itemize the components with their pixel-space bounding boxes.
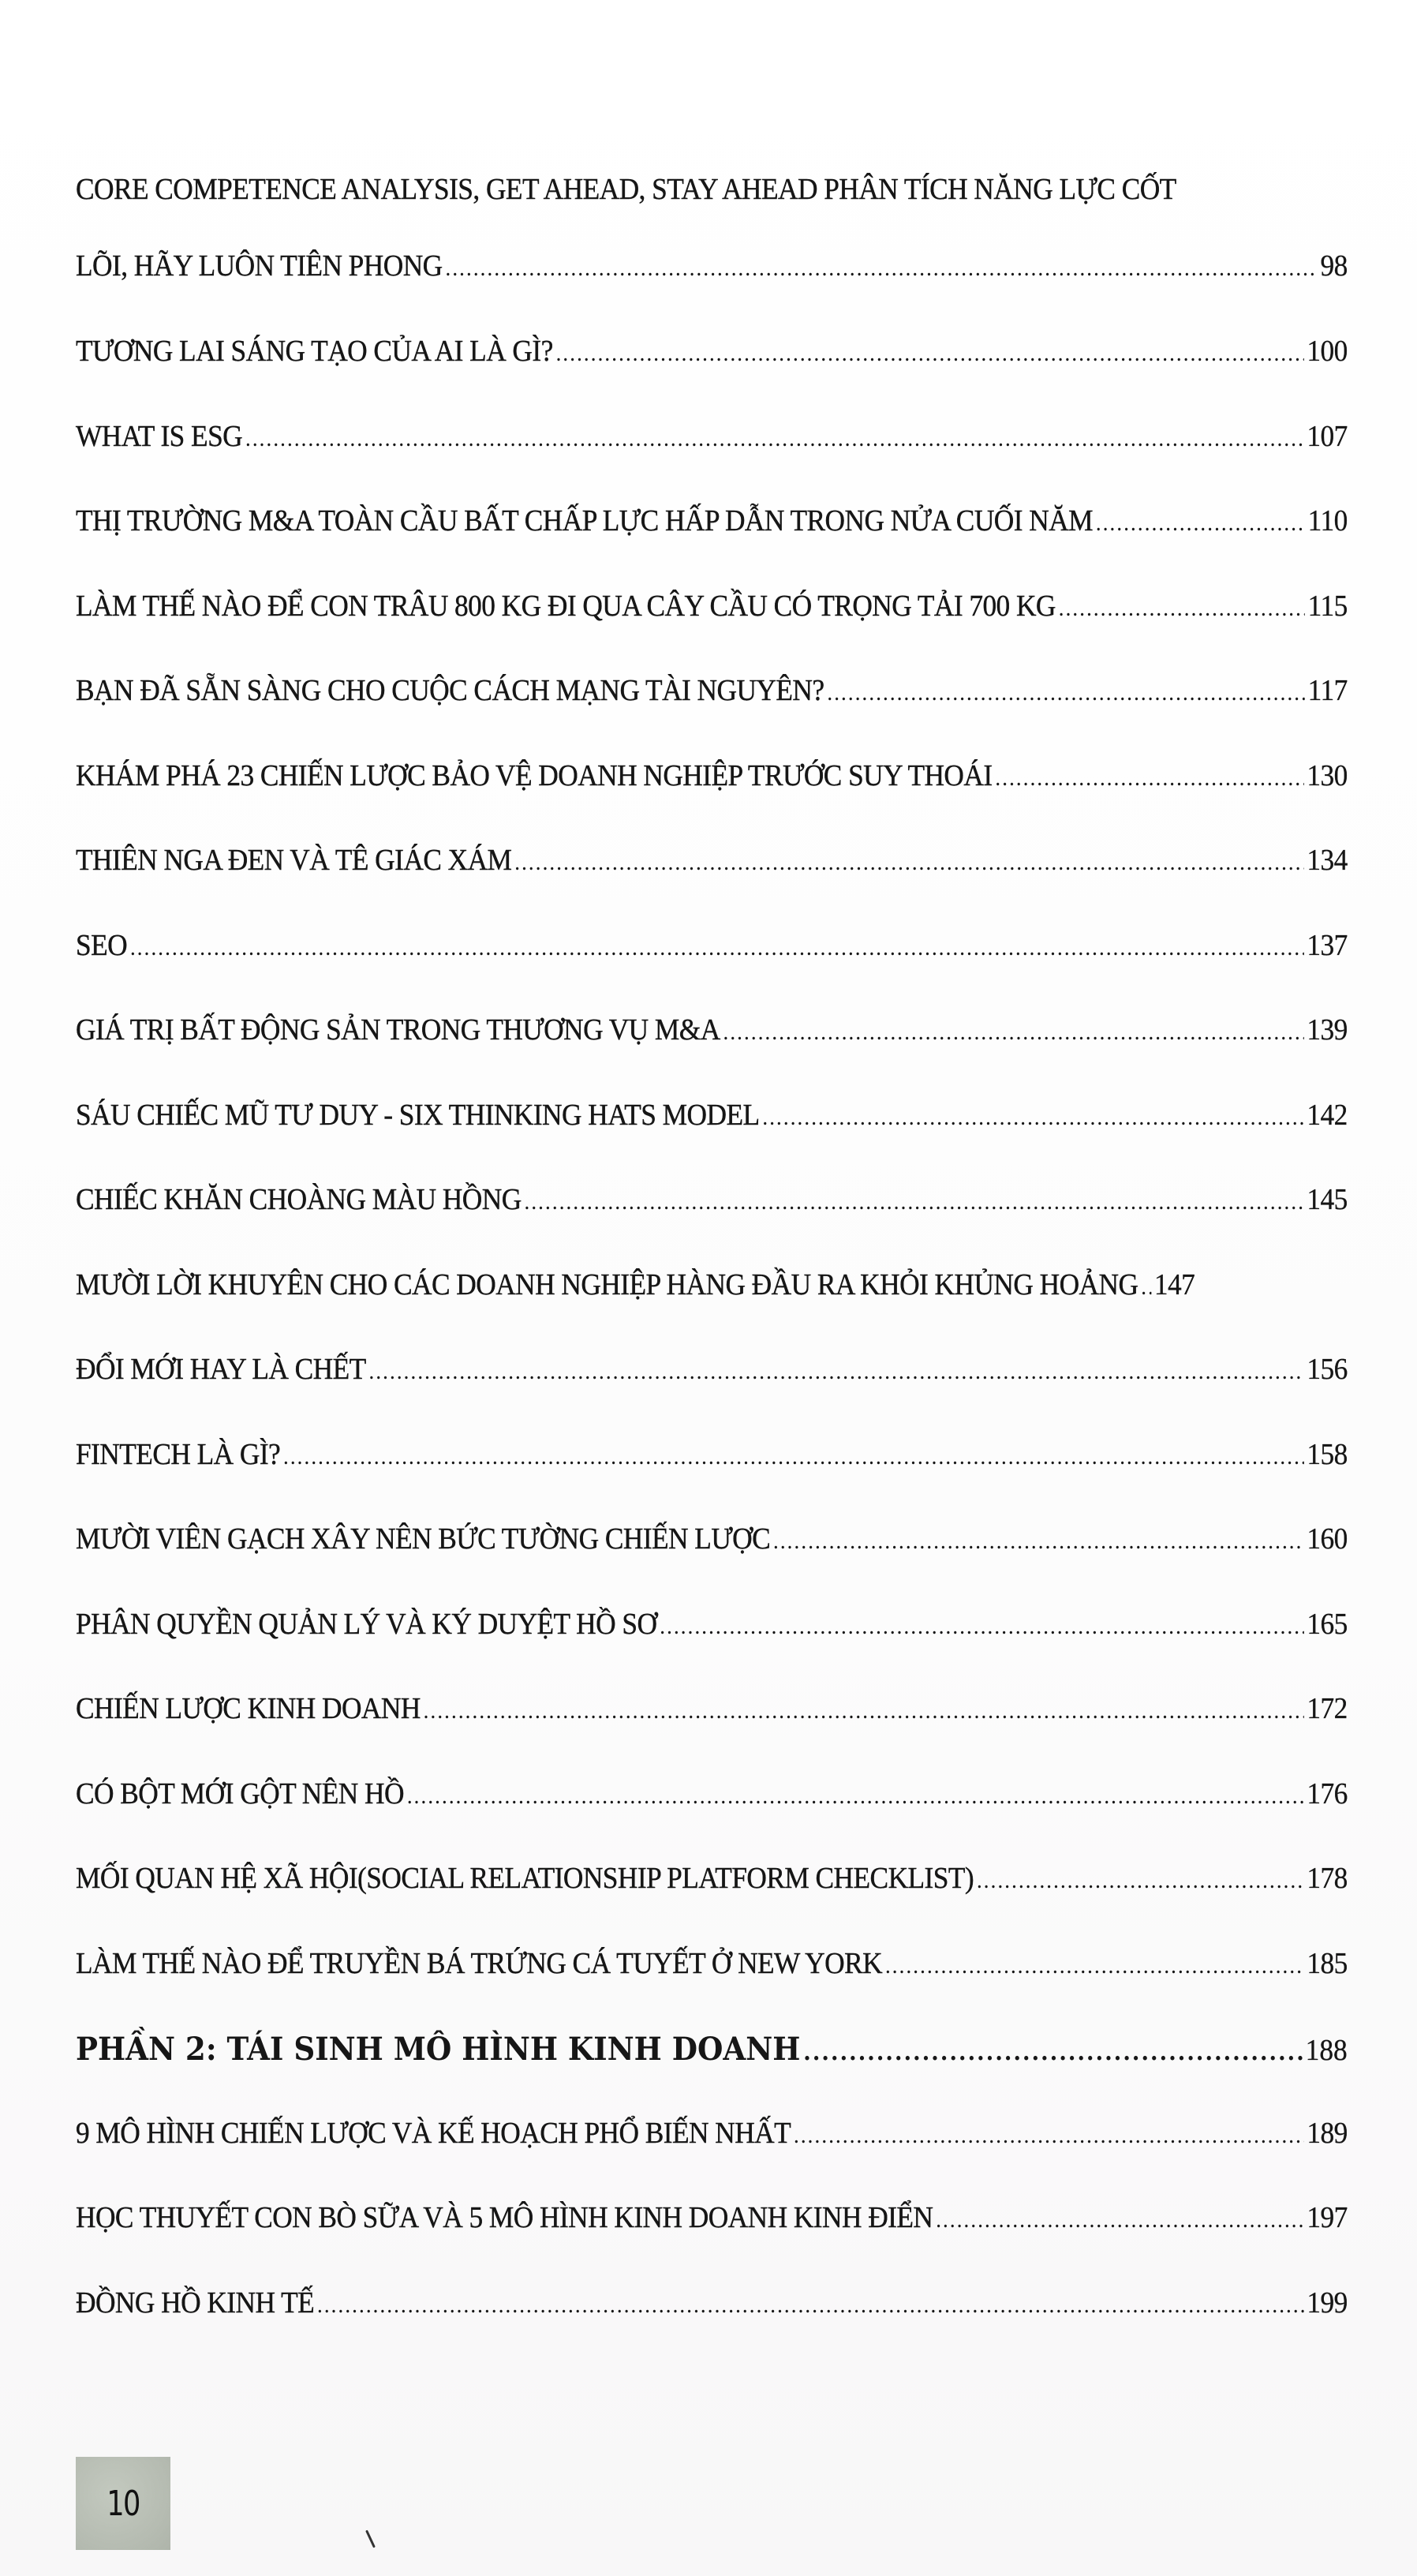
toc-page-number: 130	[1307, 758, 1348, 792]
page-number: 10	[107, 2483, 140, 2524]
toc-entry-title: CHIẾC KHĂN CHOÀNG MÀU HỒNG	[76, 1183, 522, 1216]
toc-entry[interactable]	[76, 1098, 1348, 1183]
toc-page-number: 147	[1153, 1267, 1195, 1301]
toc-entry-title: LÀM THẾ NÀO ĐỂ CON TRÂU 800 KG ĐI QUA CÂY CẦU CÓ TRỌNG TẢI 700 KG	[76, 589, 1056, 623]
dot-leader	[660, 1613, 1303, 1640]
toc-entry[interactable]	[76, 589, 1348, 674]
toc-entry-title: THIÊN NGA ĐEN VÀ TÊ GIÁC XÁM	[76, 844, 512, 877]
toc-section-heading[interactable]	[76, 2031, 1348, 2116]
dot-leader	[1141, 1274, 1151, 1301]
toc-entry-title: ĐỒNG HỒ KINH TẾ	[76, 2286, 315, 2320]
toc-page-number: 185	[1307, 1946, 1348, 1980]
toc-entry[interactable]	[76, 2116, 1348, 2201]
toc-entry-title: HỌC THUYẾT CON BÒ SỮA VÀ 5 MÔ HÌNH KINH DOANH KINH ĐIỂN	[76, 2201, 933, 2234]
toc-entry[interactable]	[76, 2286, 1348, 2371]
dot-leader	[424, 1698, 1304, 1724]
toc-page-number: 107	[1307, 419, 1348, 453]
table-of-contents	[76, 162, 1348, 2370]
toc-entry-title: LÕI, HÃY LUÔN TIÊN PHONG	[76, 249, 443, 283]
toc-entry-title: CHIẾN LƯỢC KINH DOANH	[76, 1692, 421, 1725]
dot-leader	[773, 1528, 1304, 1555]
stray-ink-mark	[365, 2529, 376, 2548]
dot-leader	[130, 934, 1304, 961]
dot-leader	[936, 2207, 1304, 2233]
toc-entry[interactable]	[76, 928, 1348, 1013]
toc-entry[interactable]	[76, 1013, 1348, 1098]
toc-entry[interactable]	[76, 504, 1348, 589]
toc-page-number: 156	[1307, 1353, 1348, 1386]
toc-entry[interactable]	[76, 1267, 1348, 1353]
toc-entry[interactable]	[76, 419, 1348, 504]
dot-leader	[977, 1867, 1304, 1894]
toc-page-number: 160	[1307, 1522, 1348, 1556]
toc-page-number: 100	[1307, 335, 1348, 368]
dot-leader	[723, 1019, 1303, 1046]
toc-entry-title: MỐI QUAN HỆ XÃ HỘI(SOCIAL RELATIONSHIP PLATFORM CHECKLIST)	[76, 1862, 974, 1895]
toc-entry-title: LÀM THẾ NÀO ĐỂ TRUYỀN BÁ TRỨNG CÁ TUYẾT Ở NEW YORK	[76, 1946, 883, 1980]
toc-entry-title: SEO	[76, 928, 128, 962]
toc-page-number: 199	[1307, 2286, 1348, 2320]
toc-page-number: 172	[1307, 1692, 1348, 1725]
toc-entry-title: GIÁ TRỊ BẤT ĐỘNG SẢN TRONG THƯƠNG VỤ M&A	[76, 1013, 720, 1046]
toc-page-number: 139	[1307, 1013, 1348, 1046]
toc-entry-title: THỊ TRƯỜNG M&A TOÀN CẦU BẤT CHẤP LỰC HẤP DẪN TRONG NỬA CUỐI NĂM	[76, 504, 1094, 537]
dot-leader	[794, 2122, 1304, 2149]
dot-leader	[407, 1783, 1304, 1810]
dot-leader	[524, 1189, 1303, 1215]
toc-page-number: 165	[1307, 1607, 1348, 1641]
toc-entry-title: WHAT IS ESG	[76, 419, 243, 453]
toc-entry[interactable]	[76, 1861, 1348, 1946]
toc-entry-title: SÁU CHIẾC MŨ TƯ DUY - SIX THINKING HATS MODEL	[76, 1098, 760, 1132]
toc-page-number: 115	[1307, 589, 1348, 623]
toc-entry[interactable]	[76, 1607, 1348, 1692]
dot-leader	[445, 255, 1317, 282]
dot-leader	[317, 2292, 1304, 2319]
dot-leader	[555, 340, 1303, 367]
toc-page-number: 145	[1307, 1183, 1348, 1216]
toc-entry[interactable]	[76, 1352, 1348, 1437]
toc-entry-title-line1: CORE COMPETENCE ANALYSIS, GET AHEAD, STAY AHEAD PHÂN TÍCH NĂNG LỰC CỐT	[76, 173, 1176, 206]
toc-entry[interactable]	[76, 1777, 1348, 1862]
toc-page-number: 176	[1307, 1777, 1348, 1810]
page-number-badge	[76, 2457, 170, 2550]
toc-page-number: 189	[1307, 2116, 1348, 2150]
toc-entry[interactable]	[76, 843, 1348, 928]
toc-entry-title: CÓ BỘT MỚI GỘT NÊN HỒ	[76, 1777, 404, 1810]
toc-entry[interactable]	[76, 1691, 1348, 1777]
toc-entry[interactable]	[76, 1946, 1348, 2031]
toc-page-number: 188	[1305, 2034, 1348, 2067]
dot-leader	[368, 1358, 1303, 1385]
toc-page-number: 142	[1307, 1098, 1348, 1132]
dot-leader	[283, 1443, 1304, 1470]
toc-entry[interactable]	[76, 334, 1348, 419]
toc-page-number: 134	[1307, 844, 1348, 877]
toc-entry-title: 9 MÔ HÌNH CHIẾN LƯỢC VÀ KẾ HOẠCH PHỔ BIẾN NHẤT	[76, 2116, 791, 2150]
dot-leader	[1096, 510, 1305, 537]
dot-leader	[1059, 595, 1305, 622]
dot-leader	[827, 680, 1305, 706]
toc-entry-title: BẠN ĐÃ SẴN SÀNG CHO CUỘC CÁCH MẠNG TÀI NGUYÊN?	[76, 674, 824, 707]
toc-entry[interactable]	[76, 1182, 1348, 1267]
toc-entry-title: MƯỜI VIÊN GẠCH XÂY NÊN BỨC TƯỜNG CHIẾN LƯỢC	[76, 1522, 771, 1556]
toc-page-number: 178	[1307, 1862, 1348, 1895]
toc-page-number: 117	[1307, 674, 1348, 707]
toc-entry[interactable]	[76, 673, 1348, 758]
toc-entry-title: FINTECH LÀ GÌ?	[76, 1437, 281, 1471]
section-heading-title: PHẦN 2: TÁI SINH MÔ HÌNH KINH DOANH	[76, 2031, 801, 2068]
toc-page-number: 158	[1307, 1437, 1348, 1471]
dot-leader	[995, 765, 1303, 792]
dot-leader	[885, 1953, 1304, 1979]
toc-entry[interactable]	[76, 1437, 1348, 1522]
toc-page-number: 137	[1307, 928, 1348, 962]
dot-leader	[514, 849, 1304, 876]
toc-entry[interactable]	[76, 1522, 1348, 1607]
toc-entry-title: MƯỜI LỜI KHUYÊN CHO CÁC DOANH NGHIỆP HÀNG ĐẦU RA KHỎI KHỦNG HOẢNG	[76, 1267, 1138, 1301]
dot-leader	[762, 1104, 1303, 1131]
toc-entry[interactable]	[76, 2200, 1348, 2286]
toc-entry-title: ĐỔI MỚI HAY LÀ CHẾT	[76, 1353, 366, 1386]
toc-page-number: 110	[1307, 504, 1348, 537]
toc-page-number: 197	[1307, 2201, 1348, 2234]
toc-entry-title: KHÁM PHÁ 23 CHIẾN LƯỢC BẢO VỆ DOANH NGHIỆP TRƯỚC SUY THOÁI	[76, 758, 993, 792]
dot-leader	[245, 425, 1304, 452]
toc-entry[interactable]	[76, 162, 1348, 334]
toc-entry-title: PHÂN QUYỀN QUẢN LÝ VÀ KÝ DUYỆT HỒ SƠ	[76, 1607, 657, 1641]
toc-entry-title: TƯƠNG LAI SÁNG TẠO CỦA AI LÀ GÌ?	[76, 335, 553, 368]
toc-page-number: 98	[1320, 249, 1348, 283]
toc-entry[interactable]	[76, 758, 1348, 844]
dot-leader	[803, 2039, 1303, 2066]
